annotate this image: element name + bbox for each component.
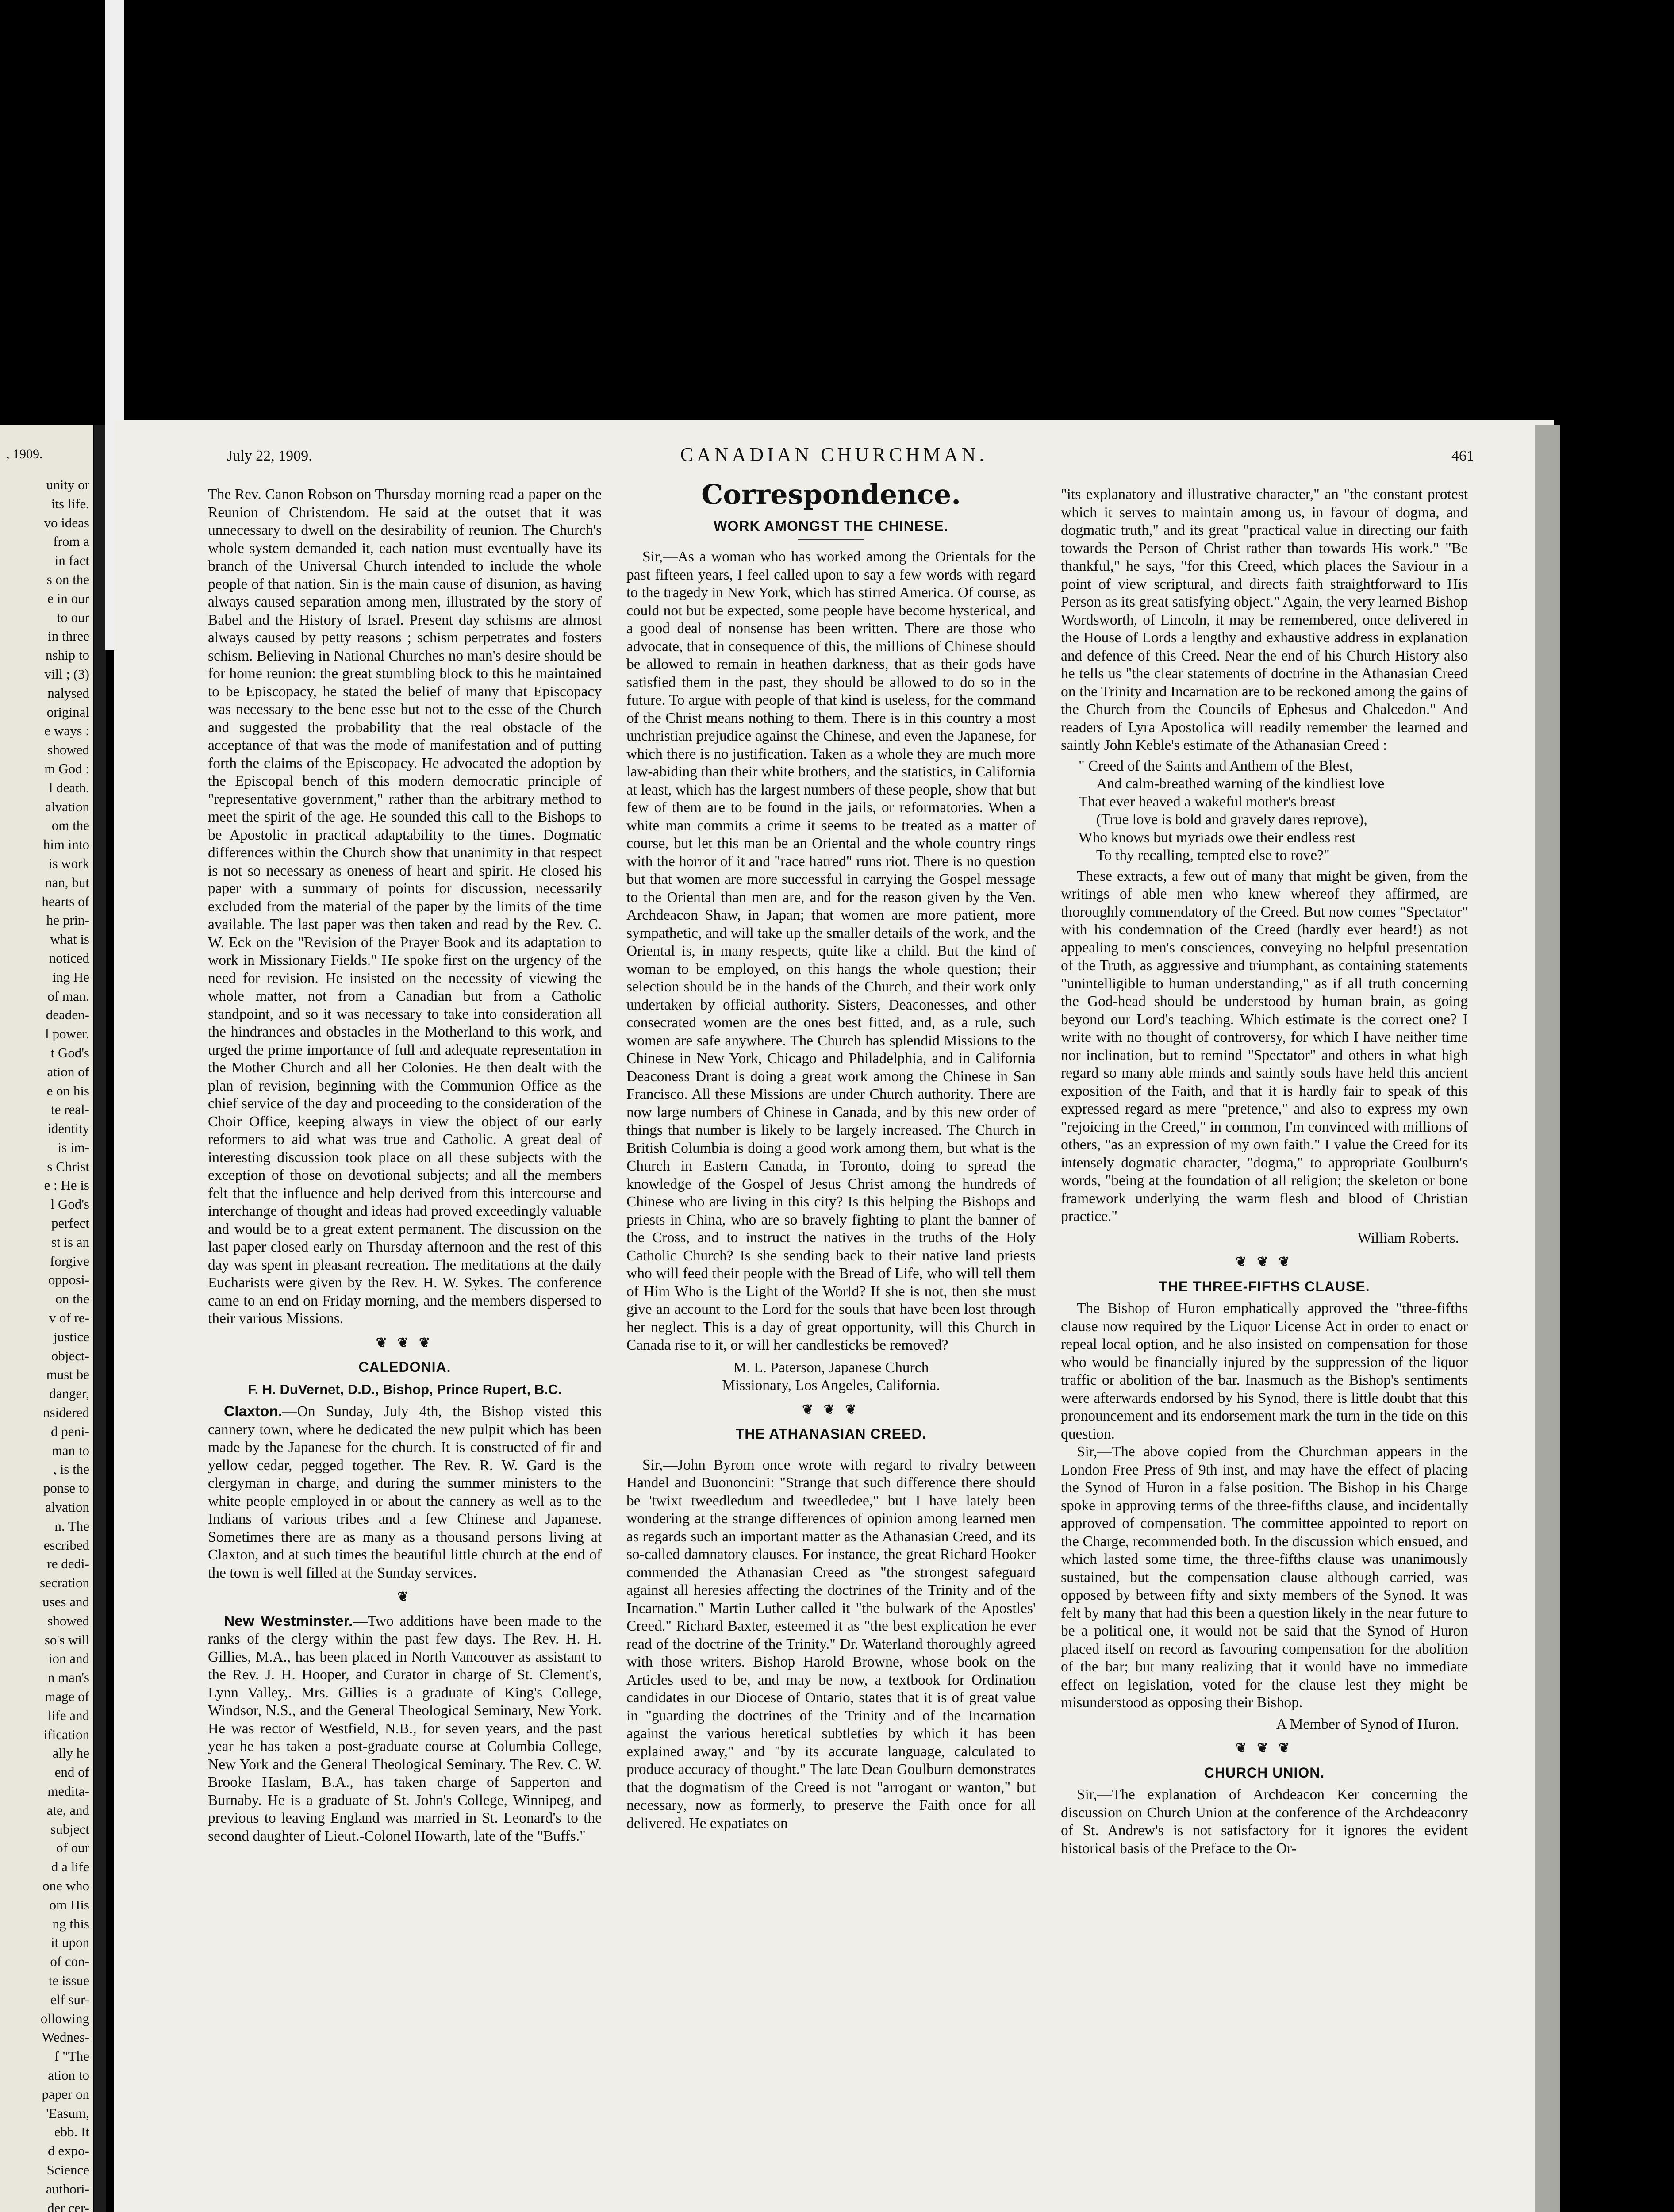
poem-line: " Creed of the Saints and Anthem of the Blest, xyxy=(1079,757,1353,774)
facing-page-line: is im- xyxy=(58,1139,89,1155)
facing-page-line: showed xyxy=(47,1613,89,1628)
poem-line: Who knows but myriads owe their endless rest xyxy=(1079,829,1356,846)
column-3 xyxy=(1061,486,1468,1858)
facing-page-line: original xyxy=(46,704,89,720)
facing-page-line: 'Easum, xyxy=(46,2105,89,2121)
column-2 xyxy=(626,478,1036,1832)
article-paragraph: —On Sunday, July 4th, the Bishop visted this cannery town, where he dedicated the new pulpit which has been made by the Japanese for the church. It is constructed of fir and yellow cedar, pegged together. The Rev. R. W. Gard is the clergyman in charge, and during the summer ministers to the white people employed in or about the cannery as well as to the Indians of various tribes and a few Chinese and Japanese. Sometimes there are as many as a thousand persons living at Claxton, and at such times the beautiful little church at the end of the town is well filled at the Sunday services. xyxy=(208,1403,602,1581)
facing-page-line: authori- xyxy=(46,2181,89,2197)
facing-page-line: it upon xyxy=(51,1935,89,1951)
header-title: CANADIAN CHURCHMAN. xyxy=(680,444,988,465)
facing-page-line: perfect xyxy=(51,1215,89,1231)
facing-page-line: from a xyxy=(53,534,89,549)
facing-page-line: nship to xyxy=(45,647,89,663)
facing-page-line: n. The xyxy=(54,1518,89,1534)
poem-line: That ever heaved a wakeful mother's breast xyxy=(1079,793,1336,810)
article-paragraph: —Two additions have been made to the ranks of the clergy within the past few days. The Rev. H. H. Gillies, M.A., has been placed in North Vancouver as assistant to the Rev. J. H. Hooper, and Curator in charge of St. Clement's, Lynn Valley,. Mrs. Gillies is a graduate of King's College, Windsor, N.S., and the General Theological Seminary, New York. He was rector of Westfield, N.B., for seven years, and the past year he has taken a post-graduate course at Columbia College, New York and the General Theological Seminary. The Rev. C. W. Brooke Haslam, B.A., has taken charge of Sapperton and Burnaby. He is a graduate of St. John's College, Winnipeg, and previous to leaving England was married in St. Leonard's to the second daughter of Lieut.-Colonel Howarth, late of the "Buffs." xyxy=(208,1613,602,1844)
facing-page-line: f "The xyxy=(54,2048,89,2064)
lead-in: Claxton. xyxy=(224,1403,283,1420)
facing-page-line: ate, and xyxy=(46,1802,89,1818)
signature-line: Missionary, Los Angeles, California. xyxy=(722,1377,940,1394)
facing-page-line: alvation xyxy=(45,1499,89,1515)
facing-page-line: d peni- xyxy=(51,1423,89,1439)
facing-page-line: in three xyxy=(48,628,89,644)
facing-page-line: ng this xyxy=(52,1916,89,1932)
facing-page-line: ation of xyxy=(47,1064,89,1079)
facing-page-line: nsidered xyxy=(42,1405,89,1421)
facing-page-line: on the xyxy=(55,1291,89,1307)
facing-page-line: re dedi- xyxy=(47,1556,89,1572)
ornament: ❦ ❦ ❦ xyxy=(802,1402,860,1417)
letter-paragraph: Sir,—The explanation of Archdeacon Ker concerning the discussion on Church Union at the conference of the Archdeaconry of St. Andrew's is not satisfactory for it ignores the evident historical basis of the Preface to the Or- xyxy=(1061,1786,1468,1857)
facing-page-fragment xyxy=(0,425,93,2212)
column-1 xyxy=(208,486,602,1845)
facing-page-line: n man's xyxy=(47,1670,89,1686)
facing-page-line: uses and xyxy=(42,1594,89,1610)
facing-page-line: man to xyxy=(51,1442,89,1458)
ornament: ❦ xyxy=(397,1590,412,1604)
facing-page-line: so's will xyxy=(44,1632,89,1647)
poem-line: To thy recalling, tempted else to rove?" xyxy=(1096,847,1330,864)
facing-page-line: ion and xyxy=(48,1651,89,1667)
letter-paragraph: Sir,—The above copied from the Churchman appears in the London Free Press of 9th inst, and may have the effect of placing the Synod of Huron in a false position. The Bishop in his Charge spoke in approving terms of the three-fifths clause, and incidentally approved of compensation. The committee appointed to report on the Charge, recommended both. In the discussion which ensued, and which lasted some time, the three-fifths clause was unanimously sustained, but the compensation clause although carried, was opposed by between fifty and sixty members of the Synod. It was felt by many that had this been a question likely in the near future to be a political one, it would not be said that the Synod of Huron placed itself on record as favouring compensation for the abolition of the bar; but many realizing that it would have no immediate effect on legislation, voted for the clause lest they might be misunderstood as opposing their Bishop. xyxy=(1061,1444,1468,1711)
facing-page-line: e : He is xyxy=(44,1177,89,1193)
facing-page-date: , 1909. xyxy=(6,447,43,461)
page-edge-shadow xyxy=(1535,425,1560,2212)
letter-signature: William Roberts. xyxy=(1357,1229,1459,1246)
facing-page-line: te real- xyxy=(51,1102,89,1118)
facing-page-line: secration xyxy=(40,1575,89,1591)
facing-page-line: v of re- xyxy=(49,1310,89,1326)
facing-page-line: paper on xyxy=(42,2086,89,2102)
facing-page-line: elf sur- xyxy=(50,1991,89,2007)
facing-page-line: e in our xyxy=(47,590,89,606)
book-gutter xyxy=(94,425,106,2212)
facing-page-line: to our xyxy=(57,609,89,625)
letter-paragraph: Sir,—As a woman who has worked among the Orientals for the past fifteen years, I feel called upon to say a few words with regard to the tragedy in New York, which has stirred America. Of course, as could not but be expected, some people have become hysterical, and a good deal of nonsense has been written. There are those who advocate, that in consequence of this, the millions of Chinese should be allowed to remain in heathen darkness, that as their gods have satisfied them in the past, they should be allowed to do so in the future. To argue with people of that kind is useless, for the command of the Christ means nothing to them. There is in this country a most unchristian prejudice against the Chinese, and even the Japanese, for which there is no justification. Taken as a whole they are much more law-abiding than their white brothers, and the statistics, in California at least, which has the largest numbers of these people, show that but few of them are to be found in the jails, or reformatories. When a white man commits a crime it seems to be treated as a matter of course, but let this man be an Oriental and the whole country rings with the horror of it and "race hatred" runs riot. There is no question but that women are more successful in carrying the Gospel message to the Oriental than men are, and for the reason given by the Ven. Archdeacon Shaw, in Japan; that women are more patient, more sympathetic, and will take up the smaller details of the work, and the Oriental is, in many respects, quite like a child. But the kind of woman to be employed, on this hangs the whole question; their selection should be in the hands of the Church, and their work only undertaken by official authority. Sisters, Deaconesses, and other consecrated women are the ones best fitted, and, as a rule, such women are safe anywhere. The Church has splendid Missions to the Chinese in New York, Chicago and Philadelphia, and in California Deaconess Drant is doing a great work among the Chinese in San Francisco. All these Missions are under Church authority. There are now large numbers of Chinese in Canada, and by this new order of things that number is likely to be largely increased. The Church in British Columbia is doing a good work among them, but what is the Church in Eastern Canada, in Toronto, doing to spread the knowledge of the Gospel of Jesus Christ among the hundreds of Chinese who are living in this city? Is this helping the Bishops and priests in China, who are so bravely fighting to plant the banner of the Cross, and to instruct the natives in the truths of the Holy Catholic Church? Is she sending back to their native land priests who will feed their people with the Bread of Life, who will tell them of Him Who is the Light of the World? If she is not, then she must give an account to the Lord for the souls that have been lost through her neglect. This is a day of great opportunity, will this Church in Canada rise to it, or will her candlesticks be removed? xyxy=(626,549,1036,1353)
facing-page-line: mage of xyxy=(45,1689,89,1704)
facing-page-line: d a life xyxy=(51,1859,89,1875)
facing-page-line: Wednes- xyxy=(42,2029,89,2045)
facing-page-line: der cer- xyxy=(47,2200,89,2212)
divider xyxy=(798,539,864,540)
facing-page-line: m God : xyxy=(44,760,89,776)
facing-page-line: of man. xyxy=(47,988,89,1004)
facing-page-line: vill ; (3) xyxy=(44,666,89,682)
facing-page-line: subject xyxy=(50,1821,89,1837)
facing-page-text xyxy=(0,476,89,2212)
facing-page-line: d expo- xyxy=(48,2143,89,2159)
letter-heading: CHURCH UNION. xyxy=(1204,1764,1325,1781)
facing-page-line: om His xyxy=(49,1897,89,1912)
letter-heading: THE ATHANASIAN CREED. xyxy=(735,1426,927,1442)
letter-heading: WORK AMONGST THE CHINESE. xyxy=(714,518,948,534)
lead-in: New Westminster. xyxy=(224,1613,353,1629)
facing-page-line: ally he xyxy=(52,1745,89,1761)
facing-page-line: ponse to xyxy=(43,1480,89,1496)
facing-page-line: nalysed xyxy=(47,685,89,701)
section-subheading: F. H. DuVernet, D.D., Bishop, Prince Rupert, B.C. xyxy=(248,1381,562,1397)
facing-page-line: ification xyxy=(43,1726,89,1742)
facing-page-line: what is xyxy=(50,931,89,947)
facing-page-line: escribed xyxy=(43,1537,89,1553)
facing-page-line: identity xyxy=(47,1121,89,1137)
facing-page-line: in fact xyxy=(54,553,89,568)
facing-page-line: him into xyxy=(43,837,89,853)
facing-page-line: end of xyxy=(54,1764,89,1780)
facing-page-line: l God's xyxy=(50,1196,89,1212)
facing-page-line: its life. xyxy=(51,495,89,511)
facing-page-line: is work xyxy=(48,855,89,871)
facing-page-line: ollowing xyxy=(40,2010,89,2026)
facing-page-line: , is the xyxy=(53,1461,89,1477)
facing-page-line: alvation xyxy=(45,799,89,814)
signature-line: M. L. Paterson, Japanese Church xyxy=(733,1359,929,1376)
facing-page-line: l death. xyxy=(49,780,89,795)
ornament: ❦ ❦ ❦ xyxy=(1235,1255,1294,1269)
letter-paragraph: "its explanatory and illustrative character," an "the constant protest which it serves to maintain among us, in favour of dogma, and dogmatic truth," and its great "practical value in directing our faith towards the Person of Christ rather than towards His work." "Be thankful," he says, "for this Creed, which places the Saviour in a point of view scriptural, and directs faith straightforward to His Person as its great satisfying object." Again, the very learned Bishop Wordsworth, of Lincoln, it may be remembered, once delivered in the House of Lords a lengthy and exhaustive address in explanation and defence of this Creed. Near the end of his Church History also he tells us "the clear statements of doctrine in the Athanasian Creed on the Trinity and Incarnation are to be reckoned among the gains of the Church from the Councils of Ephesus and Chalcedon." And readers of Lyra Apostolica will readily remember the learned and saintly John Keble's estimate of the Athanasian Creed : xyxy=(1061,486,1468,753)
facing-page-line: life and xyxy=(48,1707,89,1723)
letter-paragraph: The Bishop of Huron emphatically approved the "three-fifths clause now required by the Liquor License Act in order to enact or repeal local option, and he also insisted on compensation for those who would be financially injured by the suppression of the liquor traffic or abolition of the bar. Inasmuch as the Bishop's sentiments were afterwards endorsed by his Synod, there is little doubt that this pronouncement and its endorsement mark the turn in the tide on this question. xyxy=(1061,1300,1468,1442)
facing-page-line: te issue xyxy=(48,1972,89,1988)
letter-heading: THE THREE-FIFTHS CLAUSE. xyxy=(1159,1278,1370,1294)
facing-page-line: noticed xyxy=(49,950,89,966)
poem-line: And calm-breathed warning of the kindliest love xyxy=(1096,776,1385,792)
letter-signature xyxy=(626,1359,1036,1395)
facing-page-line: he prin- xyxy=(46,912,89,928)
ornament: ❦ ❦ ❦ xyxy=(1235,1741,1294,1755)
facing-page-line: one who xyxy=(42,1878,89,1893)
newspaper-page xyxy=(114,420,1554,2212)
facing-page-line: vo ideas xyxy=(44,515,89,530)
ornament: ❦ ❦ ❦ xyxy=(376,1335,434,1350)
facing-page-line: ing He xyxy=(52,969,89,985)
section-heading: CALEDONIA. xyxy=(358,1359,451,1375)
facing-page-line: t God's xyxy=(50,1045,89,1060)
facing-page-line: justice xyxy=(54,1329,89,1344)
header-date: July 22, 1909. xyxy=(227,448,312,464)
facing-page-line: must be xyxy=(46,1367,89,1382)
facing-page-line: of con- xyxy=(50,1954,89,1970)
facing-page-line: danger, xyxy=(49,1386,89,1402)
poem-line: (True love is bold and gravely dares reprove), xyxy=(1096,811,1367,828)
facing-page-line: opposi- xyxy=(48,1272,89,1288)
facing-page-line: nan, but xyxy=(45,874,89,890)
facing-page-line: medita- xyxy=(47,1783,89,1799)
facing-page-line: e ways : xyxy=(44,723,89,739)
facing-page-line: unity or xyxy=(46,477,89,492)
facing-page-line: om the xyxy=(51,818,89,833)
correspondence-title: Correspondence. xyxy=(701,478,961,511)
article-paragraph: The Rev. Canon Robson on Thursday morning read a paper on the Reunion of Christendom. He said at the outset that it was unnecessary to dwell on the desirability of reunion. The Church's whole system demanded it, each nation must eventually have its branch of the Universal Church intended to include the whole people of that nation. Sin is the main cause of disunion, as having always caused separation among men, illustrated by the story of Babel and the History of Israel. Present day schisms are almost always caused by petty reasons ; schism perpetrates and fosters schism. Believing in National Churches no man's desire should be for home reunion: the great stumbling block to this he maintained to be Episcopacy, he stated the belief of many that Episcopacy was necessary to the bene esse but not to the esse of the Church and suggested the probability that the real obstacle of the acceptance of that was the mode of manifestation and of putting forth the claims of the Episcopacy. He advocated the adoption by the Episcopal bench of this modern democratic principle of "representative government," rather than the arbitrary method to meet the spirit of the age. He sounded this call to the Bishops to be Apostolic in practical adaptability to the times. Dogmatic differences within the Church show that unanimity in that respect is not so necessary as oneness of heart and spirit. He closed his paper with a summary of points for discussion, necessarily excluded from the material of the paper by the limits of the time available. The last paper was then taken and read by the Rev. C. W. Eck on the "Revision of the Prayer Book and its adaptation to work in Missionary Fields." He spoke first on the urgency of the need for revision. He insisted on the necessity of viewing the whole matter, not from a Canadian but from a Catholic standpoint, and so it was necessary to take into consideration all the hindrances and obstacles in the Motherland to this work, and urged the prime importance of full and adequate representation in the Mother Church and all her Colonies. He then dealt with the plan of revision, beginning with the Communion Office as the chief service of the day and proceeding to the consideration of the Choir Office, keeping always in view the object of our early reformers to aid what was true and Catholic. A great deal of interesting discussion took place on all these subjects with the exception of those on devotional subjects; and all the members felt that the influence and help derived from this intercourse and interchange of thought and ideas had proved exceedingly valuable and would be to a great extent permanent. The discussion on the last paper closed early on Thursday afternoon and the rest of this day was spent in pleasant recreation. The meditations at the daily Eucharists were given by the Rev. H. W. Sykes. The conference came to an end on Friday morning, and the members dispersed to their various Missions. xyxy=(208,486,602,1327)
facing-page-line: Science xyxy=(46,2162,89,2177)
facing-page-line: hearts of xyxy=(42,893,89,909)
facing-page-line: e on his xyxy=(46,1083,89,1098)
facing-page-line: object- xyxy=(51,1348,89,1363)
letter-signature: A Member of Synod of Huron. xyxy=(1276,1716,1459,1732)
letter-paragraph: These extracts, a few out of many that might be given, from the writings of able men who knew whereof they affirmed, are thoroughly commendatory of the Creed. But now comes "Spectator" with his condemnation of the Creed (hardly ever heard!) as not appealing to men's consciences, conveying no helpful presentation of the Truth, as aggressive and triumphant, as containing statements "unintelligible to human understanding," as if all truth concerning the God-head should be understood by human brain, as going beyond our Lord's teaching. Which estimate is the correct one? I write with no thought of controversy, for which I have neither time nor inclination, but to remind "Spectator" and others in what high regard so many able minds and saintly souls have held this ancient exposition of the Faith, and that it is hardly fair to speak of this expressed regard as mere "pretence," and also to express my own "rejoicing in the Creed," in common, I'm convinced with millions of others, "as an expression of my own faith." I value the Creed for its intensely dogmatic character, "dogma," to appropriate Goulburn's words, "being at the foundation of all religion; the skeleton or bone framework underlying the warm flesh and blood of Christian practice." xyxy=(1061,868,1468,1225)
facing-page-line: deaden- xyxy=(46,1007,89,1023)
facing-page-line: showed xyxy=(47,742,89,758)
facing-page-line: ebb. It xyxy=(54,2124,89,2140)
facing-page-line: s on the xyxy=(46,571,89,587)
poem-quote xyxy=(1079,757,1468,865)
facing-page-line: of our xyxy=(56,1840,89,1856)
facing-page-line: ation to xyxy=(48,2067,89,2083)
facing-page-line: l power. xyxy=(45,1026,89,1042)
page-number: 461 xyxy=(1451,448,1474,464)
letter-paragraph: Sir,—John Byrom once wrote with regard to rivalry between Handel and Buononcini: "Strange that such difference there should be 'twixt tweedledum and tweedledee," but I have lately been wondering at the strange differences of opinion among learned men as regards such an important matter as the Athanasian Creed, and its so-called damnatory clauses. For instance, the great Richard Hooker commended the Athanasian Creed as "the strongest safeguard against all heresies affecting the doctrines of the Trinity and of the Incarnation." Martin Luther called it "the bulwark of the Apostles' Creed." Richard Baxter, esteemed it as "the best explication he ever read of the doctrine of the Trinity." Dr. Waterland thoroughly agreed with those writers. Bishop Harold Browne, whose book on the Articles used to be, and may be now, a textbook for Ordination candidates in our Diocese of Ontario, states that it is of great value in "guarding the doctrines of the Trinity and of the Incarnation against the various heretical subtleties by which it has been explained away," and "by its accurate language, calculated to produce accuracy of thought." The late Dean Goulburn demonstrates that the dogmatism of the Creed is not "arrogant or wanton," but necessary, now as formerly, to preserve the Faith once for all delivered. He expatiates on xyxy=(626,1456,1036,1832)
facing-page-line: forgive xyxy=(50,1253,89,1269)
facing-page-line: s Christ xyxy=(47,1158,89,1174)
facing-page-line: st is an xyxy=(51,1234,89,1250)
